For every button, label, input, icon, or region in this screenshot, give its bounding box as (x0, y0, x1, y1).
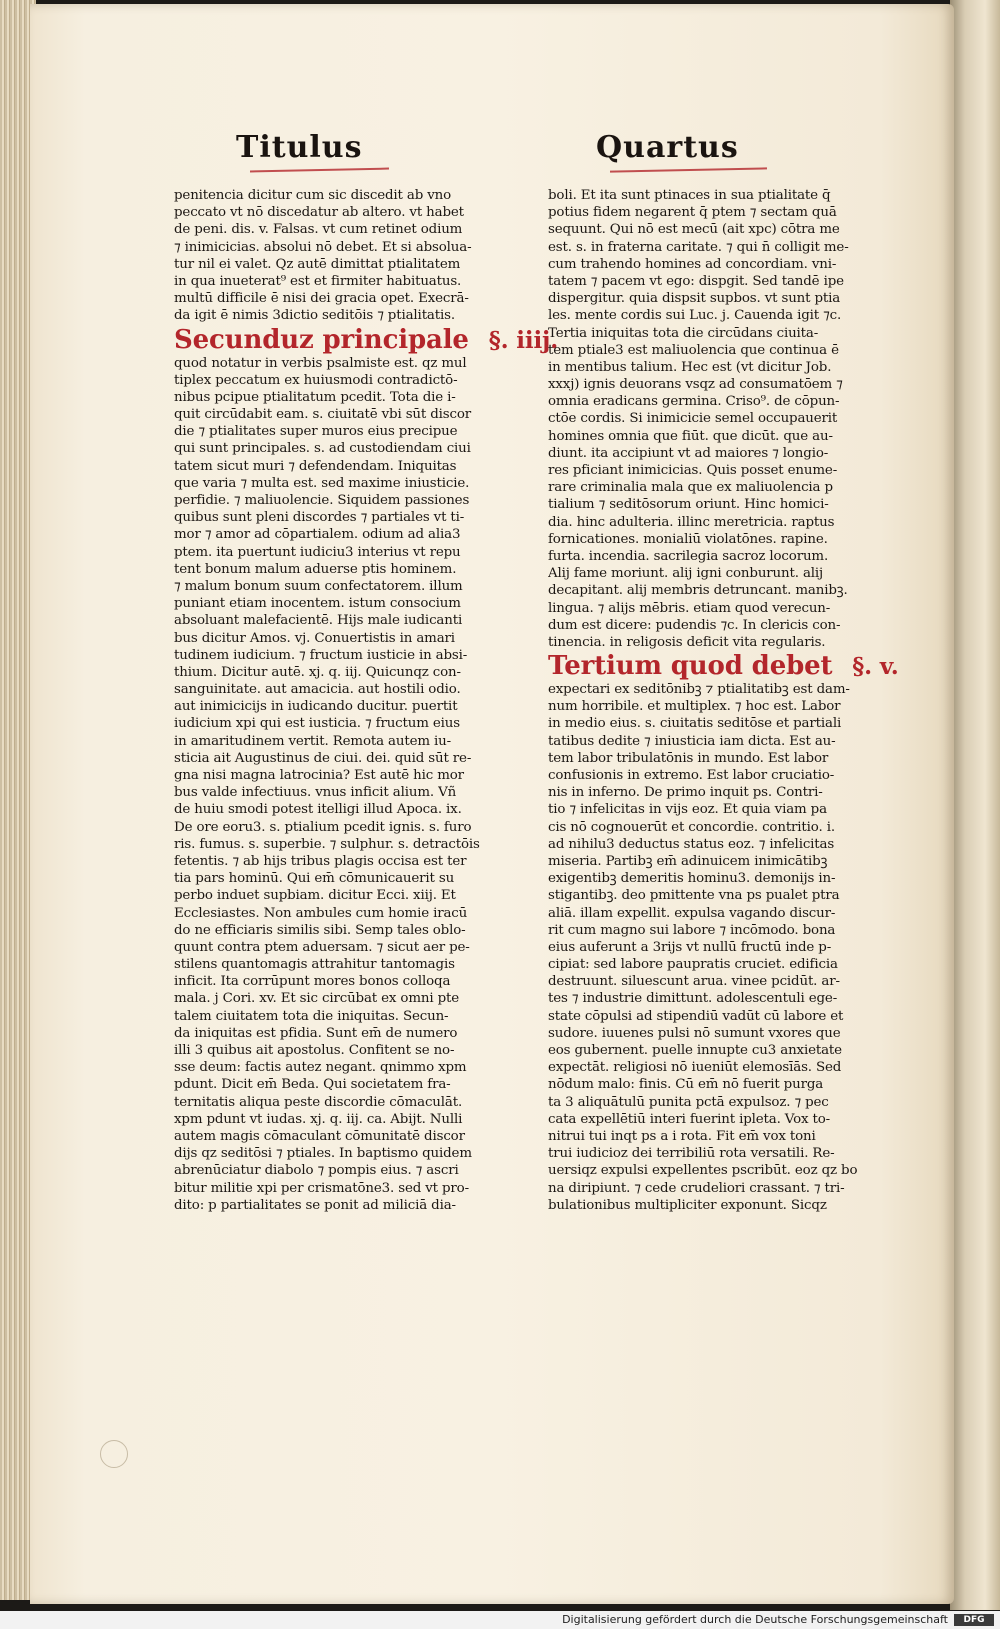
text-line: rare criminalia mala que ex maliuolencia p (548, 480, 833, 496)
text-line: perbo induet supbiam. dicitur Ecci. xiij. Et (174, 888, 456, 904)
text-line: mala. j Cori. xv. Et sic circūbat ex omni pte (174, 991, 460, 1007)
text-line: que varia ⁊ multa est. sed maxime iniusticie. (174, 475, 470, 491)
left-text-column (174, 187, 559, 1214)
text-line: aut inimicicijs in iudicando ducitur. puertit (174, 699, 458, 715)
text-line: cipiat: sed labore paupratis cruciet. edificia (548, 957, 838, 973)
running-header-right (596, 130, 739, 165)
text-line: confusionis in extremo. Est labor cruciatio- (548, 768, 835, 783)
text-line: nibus pcipue ptialitatum pcedit. Tota die i- (174, 389, 456, 405)
text-line: in amaritudinem vertit. Remota autem iu- (174, 733, 452, 749)
library-stamp (100, 1440, 128, 1468)
text-line: destruunt. siluescunt arua. vinee pcidūt. ar- (548, 974, 840, 990)
text-line: puniant etiam inocentem. istum consocium (174, 596, 461, 612)
text-line: cata expellētiū interi fuerint ipleta. Vox to- (548, 1111, 831, 1127)
text-line: num horribile. et multiplex. ⁊ hoc est. Labor (548, 699, 841, 715)
text-line: da igit ē nimis 3dictio seditōis ⁊ ptialitatis. (174, 308, 455, 324)
right-lines-bottom (548, 681, 878, 1214)
text-line: furta. incendia. sacrilegia sacroz locorum. (548, 548, 829, 564)
header-right-text: Quartus (596, 130, 739, 165)
text-line: tudinem iudicium. ⁊ fructum iusticie in absi- (174, 647, 468, 663)
text-line: stigantibꝫ. deo pmittente vna ps pualet ptra (548, 888, 840, 904)
text-line: tem ptiale3 est maliuolencia que continua ē (548, 342, 839, 358)
text-line: na diripiunt. ⁊ cede crudeliori crassant. ⁊ tri- (548, 1180, 845, 1196)
text-line: ad nihilu3 deductus status eoz. ⁊ infelicitas (548, 836, 835, 852)
dfg-logo: DFG (954, 1614, 994, 1626)
text-line: absoluant malefacientē. Hijs male iudicanti (174, 613, 463, 629)
text-line: ctōe cordis. Si inimicicie semel occupauerit (548, 411, 838, 427)
text-line: bulationibus multipliciter exponunt. Sicqz (548, 1197, 827, 1213)
text-line: exigentibꝫ demeritis hominu3. demonijs in- (548, 871, 836, 887)
text-line: tem labor tribulatōnis in mundo. Est labor (548, 750, 829, 766)
text-line: ta 3 aliquātulū punita pctā expulsoz. ⁊ pec (548, 1094, 829, 1110)
text-line: tia pars hominū. Qui em̄ cōmunicauerit su (174, 871, 455, 887)
text-line: in mentibus talium. Hec est (vt dicitur Job. (548, 359, 832, 375)
text-line: expectari ex seditōnibꝫ ⁊ ptialitatibꝫ est dam- (548, 682, 850, 698)
text-line: multū difficile ē nisi dei gracia opet. Execrā- (174, 291, 469, 307)
text-line: miseria. Partibꝫ em̄ adinuicem inimicātibꝫ (548, 853, 828, 869)
text-line: tatibus dedite ⁊ iniusticia iam dicta. Est au- (548, 733, 836, 749)
text-line: peccato vt nō discedatur ab altero. vt habet (174, 205, 464, 221)
footer-bar (0, 1611, 1000, 1629)
text-line: inficit. Ita corrūpunt mores bonos colloqa (174, 974, 451, 990)
book-right-edge (950, 0, 1000, 1610)
text-line: state cōpulsi ad stipendiū vadūt cū labore et (548, 1008, 844, 1024)
text-line: dum est dicere: pudendis ⁊c. In clericis con- (548, 617, 841, 633)
text-line: tur nil ei valet. Qz autē dimittat ptialitatem (174, 256, 461, 272)
text-line: talem ciuitatem tota die iniquitas. Secun- (174, 1008, 449, 1024)
text-line: ⁊ inimicicias. absolui nō debet. Et si absolua- (174, 239, 472, 255)
text-line: sanguinitate. aut amacicia. aut hostili odio. (174, 682, 461, 698)
section-mark: §. v. (852, 653, 899, 681)
text-line: aliā. illam expellit. expulsa vagando discur- (548, 905, 836, 921)
text-line: quunt contra ptem aduersam. ⁊ sicut aer pe- (174, 939, 470, 955)
text-line: homines omnia que fiūt. que dicūt. que au- (548, 428, 833, 444)
text-line: iudicium xpi qui est iusticia. ⁊ fructum eius (174, 716, 460, 732)
text-line: ternitatis aliqua peste discordie cōmaculāt. (174, 1094, 463, 1110)
text-line: lingua. ⁊ alijs mēbris. etiam quod verecun- (548, 600, 831, 616)
text-line: decapitant. alij membris detruncant. manibꝫ. (548, 583, 848, 599)
text-line: potius fidem negarent q̄ ptem ⁊ sectam quā (548, 205, 837, 221)
text-line: est. s. in fraterna caritate. ⁊ qui n̄ colligit me- (548, 239, 849, 255)
text-line: quit circūdabit eam. s. ciuitatē vbi sūt discor (174, 407, 472, 423)
text-line: Tertia iniquitas tota die circūdans ciuita- (548, 325, 819, 341)
text-line: omnia eradicans germina. Criso⁹. de cōpun- (548, 394, 840, 410)
text-line: les. mente cordis sui Luc. j. Cauenda igit ⁊c. (548, 308, 842, 324)
text-line: dia. hinc adulteria. illinc meretricia. raptus (548, 514, 835, 530)
text-line: penitencia dicitur cum sic discedit ab vno (174, 188, 452, 203)
text-line: Alij fame moriunt. alij igni conburunt. alij (548, 566, 824, 582)
text-line: tatem sicut muri ⁊ defendendam. Iniquitas (174, 458, 457, 474)
text-line: de huiu smodi potest itelligi illud Apoca. ix. (174, 802, 462, 818)
section-mark: §. iiij. (488, 326, 559, 354)
text-line: nis in inferno. De primo inquit ps. Contri- (548, 785, 823, 801)
text-line: res pficiant inimicicias. Quis posset enume- (548, 463, 838, 478)
text-line: pdunt. Dicit em̄ Beda. Qui societatem fra- (174, 1077, 451, 1093)
text-line: dijs qz seditōsi ⁊ ptiales. In baptismo quidem (174, 1146, 472, 1162)
text-line: tent bonum malum aduerse ptis hominem. (174, 561, 457, 577)
text-line: rit cum magno sui labore ⁊ incōmodo. bona (548, 922, 836, 938)
text-line: autem magis cōmaculant cōmunitatē discor (174, 1128, 465, 1144)
text-line: do ne efficiaris similis sibi. Semp tales oblo- (174, 922, 466, 938)
text-line: ⁊ malum bonum suum confectatorem. illum (174, 578, 463, 594)
text-line: perfidie. ⁊ maliuolencie. Siquidem passiones (174, 493, 470, 508)
text-line: sticia ait Augustinus de ciui. dei. quid sūt re- (174, 750, 472, 766)
text-line: quibus sunt pleni discordes ⁊ partiales vt ti- (174, 510, 465, 526)
text-line: in qua inueterat⁹ est et firmiter habituatus. (174, 273, 462, 289)
text-line: tes ⁊ industrie dimittunt. adolescentuli ege- (548, 991, 838, 1007)
text-line: dispergitur. quia dispsit supbos. vt sunt ptia (548, 291, 841, 307)
text-line: expectāt. religiosi nō iueniūt elemosīās. Sed (548, 1060, 842, 1076)
text-line: cum trahendo homines ad concordiam. vni- (548, 256, 837, 272)
text-line: da iniquitas est pfidia. Sunt em̄ de numero (174, 1025, 458, 1041)
text-line: bitur militie xpi per crismatōne3. sed vt pro- (174, 1180, 469, 1196)
left-lines-top (174, 187, 494, 325)
text-line: tinencia. in religosis deficit vita regularis. (548, 634, 826, 650)
footer-note: Digitalisierung gefördert durch die Deutsche Forschungsgemeinschaft (562, 1613, 948, 1626)
text-line: qui sunt principales. s. ad custodiendam ciui (174, 441, 471, 457)
text-line: tialium ⁊ seditōsorum oriunt. Hinc homici- (548, 497, 829, 513)
text-line: eius auferunt a 3rijs vt nullū fructū inde p- (548, 939, 832, 955)
text-line: tiplex peccatum ex huiusmodi contradictō- (174, 372, 458, 388)
text-line: tatem ⁊ pacem vt ego: dispgit. Sed tandē ipe (548, 273, 844, 289)
text-line: fetentis. ⁊ ab hijs tribus plagis occisa est ter (174, 853, 467, 869)
text-line: dito: p partialitates se ponit ad miliciā dia- (174, 1197, 456, 1213)
text-line: abrenūciatur diabolo ⁊ pompis eius. ⁊ ascri (174, 1163, 459, 1179)
text-line: illi 3 quibus ait apostolus. Confitent se no- (174, 1043, 455, 1058)
section-heading-tertium (548, 651, 899, 682)
right-lines-top (548, 187, 878, 651)
text-line: die ⁊ ptialitates super muros eius precipue (174, 424, 458, 440)
text-line: bus dicitur Amos. vj. Conuertistis in amari (174, 630, 455, 646)
text-line: thium. Dicitur autē. xj. q. iij. Quicunqz con- (174, 664, 461, 680)
text-line: ptem. ita puertunt iudiciu3 interius vt repu (174, 544, 461, 560)
text-line: xpm pdunt vt iudas. xj. q. iij. ca. Abijt. Nulli (174, 1111, 463, 1127)
text-line: mor ⁊ amor ad cōpartialem. odium ad alia3 (174, 527, 461, 543)
text-line: stilens quantomagis attrahitur tantomagis (174, 957, 455, 973)
running-header-left (236, 130, 363, 165)
text-line: fornicationes. monialiū violatōnes. rapine. (548, 531, 828, 547)
text-line: sudore. iuuenes pulsi nō sumunt vxores que (548, 1025, 841, 1041)
text-line: de peni. dis. v. Falsas. vt cum retinet odium (174, 222, 463, 238)
text-line: sse deum: factis autez negant. qnimmo xpm (174, 1060, 467, 1076)
text-line: Ecclesiastes. Non ambules cum homie iracū (174, 905, 468, 921)
text-line: xxxj) ignis deuorans vsqz ad consumatōem ⁊ (548, 377, 843, 393)
text-line: ris. fumus. s. superbie. ⁊ sulphur. s. detractōis (174, 836, 480, 852)
text-line: eos gubernent. puelle innupte cu3 anxietate (548, 1043, 842, 1058)
text-line: gna nisi magna latrocinia? Est autē hic mor (174, 768, 464, 783)
text-line: De ore eoru3. s. ptialium pcedit ignis. s. furo (174, 819, 472, 835)
text-line: cis nō cognouerūt et concordie. contritio. i. (548, 819, 835, 835)
section-heading-secundum (174, 324, 559, 355)
text-line: quod notatur in verbis psalmiste est. qz mul (174, 355, 467, 371)
text-line: trui iudicioz dei terribiliū rota versatili. Re- (548, 1146, 835, 1162)
left-lines-bottom (174, 355, 494, 1214)
text-line: bus valde infectiuus. vnus inficit alium. Vñ (174, 785, 457, 801)
text-line: tio ⁊ infelicitas in vijs eoz. Et quia viam pa (548, 802, 827, 818)
right-text-column (548, 187, 899, 1214)
text-line: boli. Et ita sunt ptinaces in sua ptialitate q̄ (548, 188, 831, 203)
text-line: uersiqz expulsi expellentes pscribūt. eoz qz bo (548, 1163, 858, 1179)
section-heading-text: Tertium quod debet (548, 651, 833, 682)
text-line: diunt. ita accipiunt vt ad maiores ⁊ longio- (548, 445, 829, 461)
text-line: sequunt. Qui nō est mecū (ait xpc) cōtra me (548, 222, 840, 238)
text-line: in medio eius. s. ciuitatis seditōse et partiali (548, 716, 842, 732)
section-heading-text: Secunduz principale (174, 324, 469, 355)
text-line: nōdum malo: finis. Cū em̄ nō fuerit purga (548, 1077, 824, 1093)
text-line: nitrui tui inqt ps a i rota. Fit em̄ vox toni (548, 1128, 816, 1144)
header-left-text: Titulus (236, 130, 363, 165)
